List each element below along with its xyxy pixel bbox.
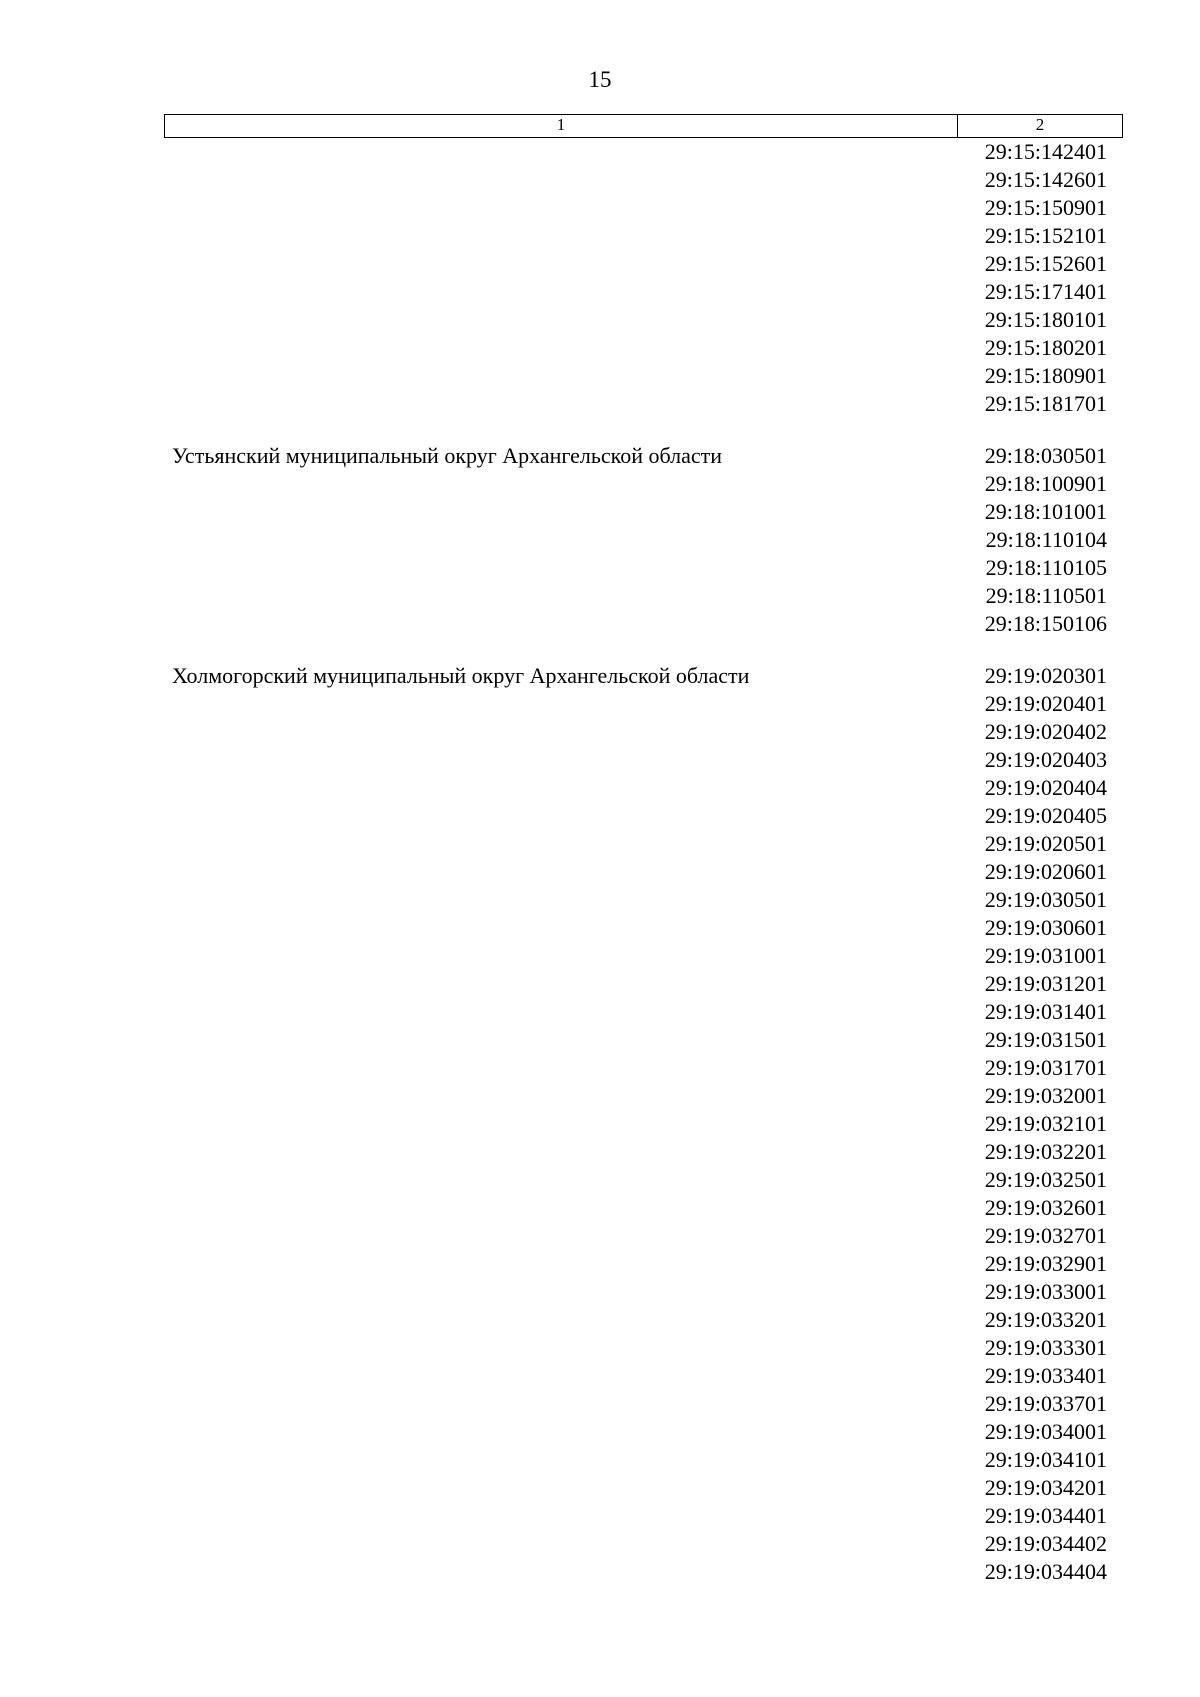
cadastral-code: 29:18:100901 [984,471,1107,496]
cadastral-code: 29:19:030501 [984,887,1107,912]
cadastral-code-list [957,442,1123,638]
cadastral-code-list [957,138,1123,418]
cadastral-code: 29:19:033201 [984,1307,1107,1332]
cadastral-code: 29:19:020501 [984,831,1107,856]
cadastral-code: 29:19:034001 [984,1419,1107,1444]
cadastral-code: 29:19:034404 [984,1559,1107,1584]
table-row [164,662,1123,1586]
cadastral-code: 29:19:034401 [984,1503,1107,1528]
district-name [164,138,957,418]
cadastral-code: 29:19:033001 [984,1279,1107,1304]
cadastral-code: 29:18:110104 [985,527,1107,552]
cadastral-code: 29:19:020601 [984,859,1107,884]
cadastral-code: 29:19:020405 [984,803,1107,828]
cadastral-code: 29:18:110501 [985,583,1107,608]
cadastral-code: 29:19:032501 [984,1167,1107,1192]
table-header-col-1: 1 [165,115,958,137]
table-row [164,442,1123,638]
cadastral-code: 29:19:020403 [984,747,1107,772]
cadastral-code: 29:15:181701 [984,391,1107,416]
cadastral-code: 29:19:033701 [984,1391,1107,1416]
cadastral-code: 29:19:020402 [984,719,1107,744]
cadastral-code: 29:19:032201 [984,1139,1107,1164]
cadastral-code-list [957,662,1123,1586]
cadastral-code: 29:19:031701 [984,1055,1107,1080]
cadastral-code: 29:19:031201 [984,971,1107,996]
cadastral-code: 29:19:031001 [984,943,1107,968]
cadastral-code: 29:18:030501 [984,443,1107,468]
table-row [164,138,1123,418]
cadastral-code: 29:19:033301 [984,1335,1107,1360]
district-name: Устьянский муниципальный округ Архангельской области [172,443,723,468]
page-number: 15 [588,67,612,92]
cadastral-code: 29:19:032601 [984,1195,1107,1220]
cadastral-code: 29:15:150901 [984,195,1107,220]
cadastral-code: 29:19:033401 [984,1363,1107,1388]
table-header-col-2: 2 [1035,115,1045,134]
table-body [164,138,1123,1586]
cadastral-code: 29:15:152601 [984,251,1107,276]
cadastral-code: 29:15:142601 [984,167,1107,192]
cadastral-code: 29:15:180101 [984,307,1107,332]
cadastral-code: 29:19:020401 [984,691,1107,716]
cadastral-code: 29:19:031501 [984,1027,1107,1052]
cadastral-code: 29:19:034201 [984,1475,1107,1500]
cadastral-code: 29:15:152101 [984,223,1107,248]
district-name: Холмогорский муниципальный округ Архангельской области [172,663,750,688]
cadastral-code: 29:18:101001 [984,499,1107,524]
cadastral-code: 29:19:030601 [984,915,1107,940]
cadastral-code: 29:19:020404 [984,775,1107,800]
cadastral-code: 29:19:034402 [984,1531,1107,1556]
cadastral-code: 29:19:034101 [984,1447,1107,1472]
cadastral-code: 29:19:020301 [984,663,1107,688]
cadastral-code: 29:19:032101 [984,1111,1107,1136]
cadastral-code: 29:19:032001 [984,1083,1107,1108]
cadastral-code: 29:15:142401 [984,139,1107,164]
cadastral-code: 29:19:032701 [984,1223,1107,1248]
table-header-row [164,114,1123,138]
cadastral-code: 29:15:171401 [984,279,1107,304]
cadastral-code: 29:18:110105 [985,555,1107,580]
cadastral-code: 29:18:150106 [984,611,1107,636]
cadastral-code: 29:15:180201 [984,335,1107,360]
cadastral-code: 29:19:031401 [984,999,1107,1024]
cadastral-code: 29:15:180901 [984,363,1107,388]
cadastral-code: 29:19:032901 [984,1251,1107,1276]
